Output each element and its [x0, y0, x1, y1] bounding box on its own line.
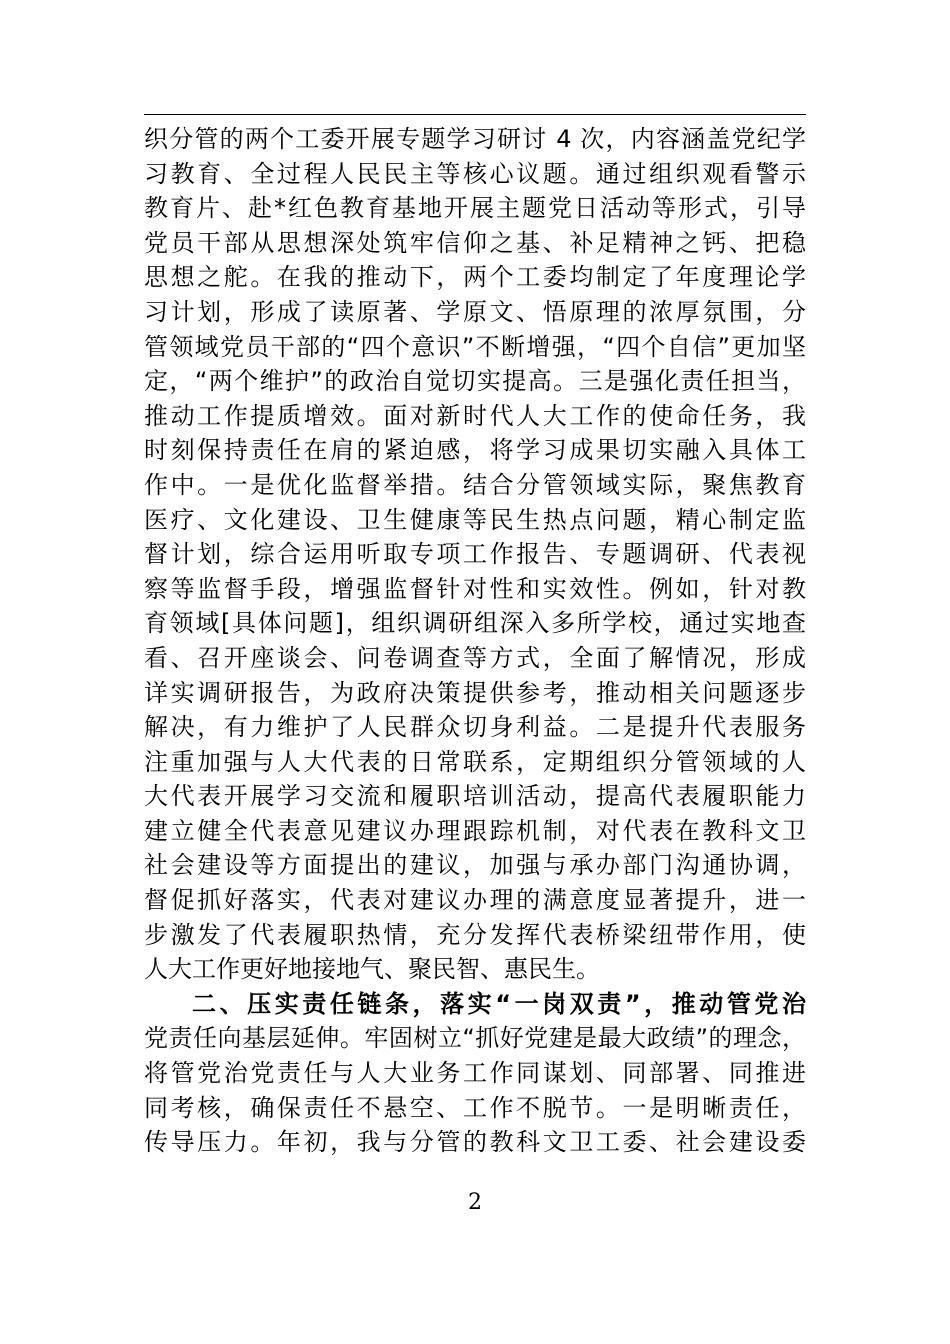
- text-line: 看、召开座谈会、问卷调查等方式，全面了解情况，形成: [144, 643, 806, 672]
- text-line: 人大工作更好地接地气、聚民智、惠民生。: [144, 955, 600, 984]
- text-line: 步激发了代表履职热情，充分发挥代表桥梁纽带作用，使: [144, 920, 806, 949]
- text-line: 作中。一是优化监督举措。结合分管领域实际，聚焦教育: [144, 470, 806, 499]
- text-line: 督促抓好落实，代表对建议办理的满意度显著提升，进一: [144, 886, 806, 915]
- text-line: 察等监督手段，增强监督针对性和实效性。例如，针对教: [144, 574, 806, 603]
- text-line: 传导压力。年初，我与分管的教科文卫工委、社会建设委: [144, 1128, 806, 1157]
- text-line: 织分管的两个工委开展专题学习研讨 4 次，内容涵盖党纪学: [144, 125, 806, 153]
- text-line: 党员干部从思想深处筑牢信仰之基、补足精神之钙、把稳: [144, 228, 806, 257]
- text-line: 思想之舵。在我的推动下，两个工委均制定了年度理论学: [144, 263, 806, 292]
- text-line: 育领域[具体问题]，组织调研组深入多所学校，通过实地查: [144, 609, 806, 638]
- text-line: 习计划，形成了读原著、学原文、悟原理的浓厚氛围，分: [144, 297, 806, 326]
- text-line: 教育片、赴*红色教育基地开展主题党日活动等形式，引导: [144, 194, 806, 223]
- text-line: 建立健全代表意见建议办理跟踪机制，对代表在教科文卫: [144, 816, 806, 845]
- text-line: 大代表开展学习交流和履职培训活动，提高代表履职能力: [144, 782, 806, 811]
- text-line: 注重加强与人大代表的日常联系，定期组织分管领域的人: [144, 747, 806, 776]
- section-heading: 二、压实责任链条，落实“一岗双责”，推动管党治: [192, 989, 806, 1018]
- text-line: 将管党治党责任与人大业务工作同谋划、同部署、同推进: [144, 1059, 806, 1088]
- text-line: 同考核，确保责任不悬空、工作不脱节。一是明晰责任，: [144, 1093, 806, 1122]
- text-line: 管领域党员干部的“四个意识”不断增强，“四个自信”更加坚: [144, 332, 806, 361]
- text-line: 习教育、全过程人民民主等核心议题。通过组织观看警示: [144, 159, 806, 188]
- text-line: 详实调研报告，为政府决策提供参考，推动相关问题逐步: [144, 678, 806, 707]
- text-line: 推动工作提质增效。面对新时代人大工作的使命任务，我: [144, 401, 806, 430]
- text-line: 党责任向基层延伸。牢固树立“抓好党建是最大政绩”的理念，: [144, 1024, 806, 1053]
- page-number: 2: [468, 1190, 482, 1215]
- text-line: 督计划，综合运用听取专项工作报告、专题调研、代表视: [144, 540, 806, 569]
- text-line: 解决，有力维护了人民群众切身利益。二是提升代表服务: [144, 713, 806, 742]
- text-line: 社会建设等方面提出的建议，加强与承办部门沟通协调，: [144, 851, 806, 880]
- text-line: 医疗、文化建设、卫生健康等民生热点问题，精心制定监: [144, 505, 806, 534]
- text-line: 定，“两个维护”的政治自觉切实提高。三是强化责任担当，: [144, 367, 806, 396]
- header-rule: [144, 114, 806, 115]
- document-body: [144, 122, 806, 1160]
- text-line: 时刻保持责任在肩的紧迫感，将学习成果切实融入具体工: [144, 436, 806, 465]
